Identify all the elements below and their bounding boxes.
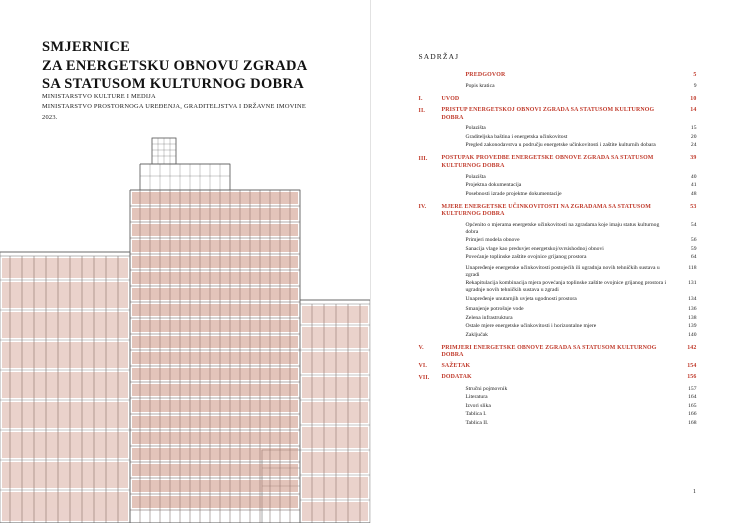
toc-entry-page: 41 <box>690 182 697 189</box>
toc-entry-number <box>419 134 436 135</box>
document-title <box>42 38 332 94</box>
toc-entry-number <box>419 222 436 223</box>
toc-entry-zelena-infrastruktura[interactable] <box>419 315 697 322</box>
toc-entry-number <box>419 254 436 255</box>
toc-entry-page: 140 <box>688 331 697 338</box>
toc-entry-sazetak[interactable] <box>419 363 697 371</box>
toc-entry-label: Zelena infrastruktura <box>465 314 513 321</box>
toc-entry-number <box>419 403 436 404</box>
toc-entry-page: 164 <box>688 394 697 401</box>
toc-entry-smanjenje-potrosnje-vode[interactable] <box>419 306 697 313</box>
building-facade-elevation-drawing <box>0 120 370 523</box>
toc-entry-number <box>419 142 436 143</box>
toc-entry-number: II. <box>418 107 426 114</box>
page-folio-number: 1 <box>693 489 696 495</box>
toc-entry-label: SAŽETAK <box>441 362 471 369</box>
toc-entry-povecanje-toplinske-zastite[interactable] <box>419 254 697 261</box>
toc-entry-number: V. <box>418 345 424 352</box>
toc-entry-page: 168 <box>688 419 697 426</box>
toc-entry-page: 39 <box>690 155 697 162</box>
toc-entry-label: Sanacija vlage kao preduvjet energetskoj/svrsishodnoj obnovi <box>465 245 604 252</box>
toc-entry-sanacija-vlage[interactable] <box>419 246 697 253</box>
toc-entry-dodatak[interactable] <box>419 374 697 382</box>
toc-entry-polazista-1[interactable] <box>419 125 697 132</box>
toc-entry-label: Unapređenje unutarnjih uvjeta ugodnosti prostora <box>465 295 577 302</box>
toc-entry-postupak-provedbe[interactable] <box>419 155 697 170</box>
toc-entry-page: 118 <box>688 264 697 271</box>
toc-entry-number <box>419 125 436 126</box>
toc-entry-number: IV. <box>418 204 427 211</box>
toc-entry-label: Izvori slika <box>465 402 491 409</box>
toc-entry-page: 156 <box>687 374 697 381</box>
title-line-2: ZA ENERGETSKU OBNOVU ZGRADA <box>42 57 308 74</box>
toc-entry-number: VII. <box>418 374 430 381</box>
toc-entry-opcenito-o-mjerama[interactable] <box>419 222 697 236</box>
publisher-line-1: MINISTARSTVO KULTURE I MEDIJA <box>42 93 156 100</box>
toc-entry-page: 64 <box>690 254 697 261</box>
toc-entry-tablica-1[interactable] <box>419 411 697 418</box>
toc-entry-label: PRISTUP ENERGETSKOJ OBNOVI ZGRADA SA STATUSOM KULTURNOG DOBRA <box>441 107 655 121</box>
toc-entry-popis-kratica[interactable] <box>419 83 697 90</box>
toc-entry-number <box>419 332 436 333</box>
toc-entry-number <box>419 315 436 316</box>
toc-entry-pristup-energetskoj-obnovi[interactable] <box>419 107 697 122</box>
toc-entry-label: Rekapitulacija kombinacija mjera povećanja toplinske zaštite ovojnice grijanog prostora i ugradnje novih tehničkih sustava u zgradi <box>465 280 667 294</box>
toc-entry-zakljucak[interactable] <box>419 332 697 339</box>
toc-entry-page: 20 <box>690 133 697 140</box>
toc-entry-label: Ostale mjere energetske učinkovitosti i horizontalne mjere <box>465 323 597 330</box>
document-publisher <box>42 92 332 123</box>
toc-entry-page: 131 <box>688 280 697 287</box>
toc-entry-page: 5 <box>693 72 697 78</box>
toc-entry-number <box>419 72 436 73</box>
toc-entry-label: Tablica I. <box>465 411 487 418</box>
toc-entry-page: 59 <box>690 245 697 252</box>
toc-entry-primjeri-modela-obnove[interactable] <box>419 237 697 244</box>
toc-entry-posebnosti-izrade[interactable] <box>419 191 697 198</box>
toc-entry-page: 24 <box>690 142 697 149</box>
toc-entry-label: Unapređenje energetske učinkovitosti postojećih ili ugradnja novih tehničkih sustava u zgradi <box>465 264 660 278</box>
toc-entry-label: Povećanje toplinske zaštite ovojnice grijanog prostora <box>465 254 587 261</box>
toc-entry-unapredjenje-uvjeta-ugodnosti[interactable] <box>419 296 697 303</box>
toc-entry-number <box>419 246 436 247</box>
toc-entry-label: Tablica II. <box>465 419 489 426</box>
toc-entry-number <box>419 386 436 387</box>
toc-entry-label: Zaključak <box>465 331 488 338</box>
toc-entry-page: 40 <box>690 173 697 180</box>
toc-entry-label: UVOD <box>441 95 460 102</box>
toc-heading: SADRŽAJ <box>418 52 460 61</box>
toc-entry-label: Popis kratica <box>465 82 495 89</box>
toc-entry-ostale-mjere[interactable] <box>419 323 697 330</box>
toc-entry-label: DODATAK <box>441 374 472 381</box>
toc-entry-pregled-zakonodavstva[interactable] <box>419 142 697 149</box>
toc-entry-number <box>419 237 436 238</box>
toc-entry-label: Literatura <box>465 394 488 401</box>
toc-entry-label: MJERE ENERGETSKE UČINKOVITOSTI NA ZGRADAMA SA STATUSOM KULTURNOG DOBRA <box>441 203 651 218</box>
toc-entry-label: Pregled zakonodavstva u području energetske učinkovitosti i zaštite kulturnih dobara <box>465 142 656 149</box>
title-line-1: SMJERNICE <box>42 39 131 55</box>
toc-entry-page: 48 <box>690 190 697 197</box>
toc-entry-page: 54 <box>690 221 697 228</box>
toc-entry-strucni-pojmovnik[interactable] <box>419 386 697 393</box>
toc-entry-number <box>419 420 436 421</box>
toc-entry-page: 154 <box>687 362 697 369</box>
toc-entry-number <box>419 182 436 183</box>
toc-entry-mjere-energetske-ucinkovitosti[interactable] <box>419 204 697 219</box>
toc-entry-page: 15 <box>690 125 697 132</box>
toc-entry-page: 134 <box>688 295 697 302</box>
toc-entry-label: POSTUPAK PROVEDBE ENERGETSKE OBNOVE ZGRADA SA STATUSOM KULTURNOG DOBRA <box>441 155 654 169</box>
toc-entry-number <box>419 306 436 307</box>
toc-entry-page: 165 <box>688 402 697 409</box>
toc-entry-number <box>419 296 436 297</box>
toc-entry-number <box>419 265 436 266</box>
toc-entry-number <box>419 191 436 192</box>
toc-entry-label: Polazišta <box>465 173 486 180</box>
toc-entry-projektna-dokumentacija[interactable] <box>419 182 697 189</box>
toc-entry-izvori-slika[interactable] <box>419 403 697 410</box>
toc-entry-label: Općenito o mjerama energetske učinkovitosti na zgradama koje imaju status kulturnog dobra <box>465 221 660 235</box>
toc-entry-number: I. <box>418 96 423 103</box>
toc-entry-number <box>419 280 436 281</box>
toc-entry-uvod[interactable] <box>419 96 697 104</box>
toc-entry-label: PREDGOVOR <box>465 72 506 78</box>
toc-entry-page: 166 <box>688 411 697 418</box>
toc-entry-page: 56 <box>690 237 697 244</box>
toc-entry-label: Polazišta <box>465 125 486 132</box>
toc-entry-number <box>419 323 436 324</box>
toc-entry-number <box>419 394 436 395</box>
publisher-line-3: 2023. <box>42 113 58 121</box>
toc-entry-number <box>419 174 436 175</box>
toc-entry-number: III. <box>418 155 428 162</box>
toc-entry-literatura[interactable] <box>419 394 697 401</box>
toc-entry-predgovor[interactable] <box>419 72 697 79</box>
toc-entry-graditeljska-bastina[interactable] <box>419 134 697 141</box>
toc-entry-label: Graditeljska baština i energetska učinkovitost <box>465 133 568 140</box>
toc-entry-primjeri-energetske-obnove[interactable] <box>419 345 697 360</box>
toc-entry-page: 53 <box>690 203 697 210</box>
toc-entry-label: Projektna dokumentacija <box>465 182 522 189</box>
toc-entry-page: 14 <box>690 107 697 114</box>
title-line-3: SA STATUSOM KULTURNOG DOBRA <box>42 76 305 93</box>
toc-entry-page: 138 <box>688 314 697 321</box>
toc-entry-page: 10 <box>690 95 697 102</box>
toc-entry-label: PRIMJERI ENERGETSKE OBNOVE ZGRADA SA STATUSOM KULTURNOG DOBRA <box>441 344 657 359</box>
toc-entry-label: Stručni pojmovnik <box>465 385 508 392</box>
toc-entry-page: 157 <box>688 385 697 392</box>
toc-entry-polazista-2[interactable] <box>419 174 697 181</box>
toc-entry-number: VI. <box>418 363 427 370</box>
toc-entry-unapredjenje-tehnickih-sustava[interactable] <box>419 265 697 279</box>
toc-entry-page: 139 <box>688 323 697 330</box>
toc-entry-label: Smanjenje potrošnje vode <box>465 306 524 313</box>
toc-entry-number <box>419 411 436 412</box>
toc-entry-label: Primjeri modela obnove <box>465 237 520 244</box>
toc-entry-number <box>419 83 436 84</box>
publisher-line-2: MINISTARSTVO PROSTORNOGA UREĐENJA, GRADITELJSTVA I DRŽAVNE IMOVINE <box>42 103 306 111</box>
toc-entry-page: 136 <box>688 306 697 313</box>
table-of-contents <box>419 72 697 428</box>
toc-entry-page: 9 <box>693 82 697 89</box>
toc-entry-rekapitulacija-kombinacija[interactable] <box>419 280 697 294</box>
toc-entry-page: 142 <box>687 344 697 351</box>
page-right-contents <box>371 0 740 523</box>
toc-entry-tablica-2[interactable] <box>419 420 697 427</box>
toc-entry-label: Posebnosti izrade projektne dokumentacije <box>465 190 562 197</box>
